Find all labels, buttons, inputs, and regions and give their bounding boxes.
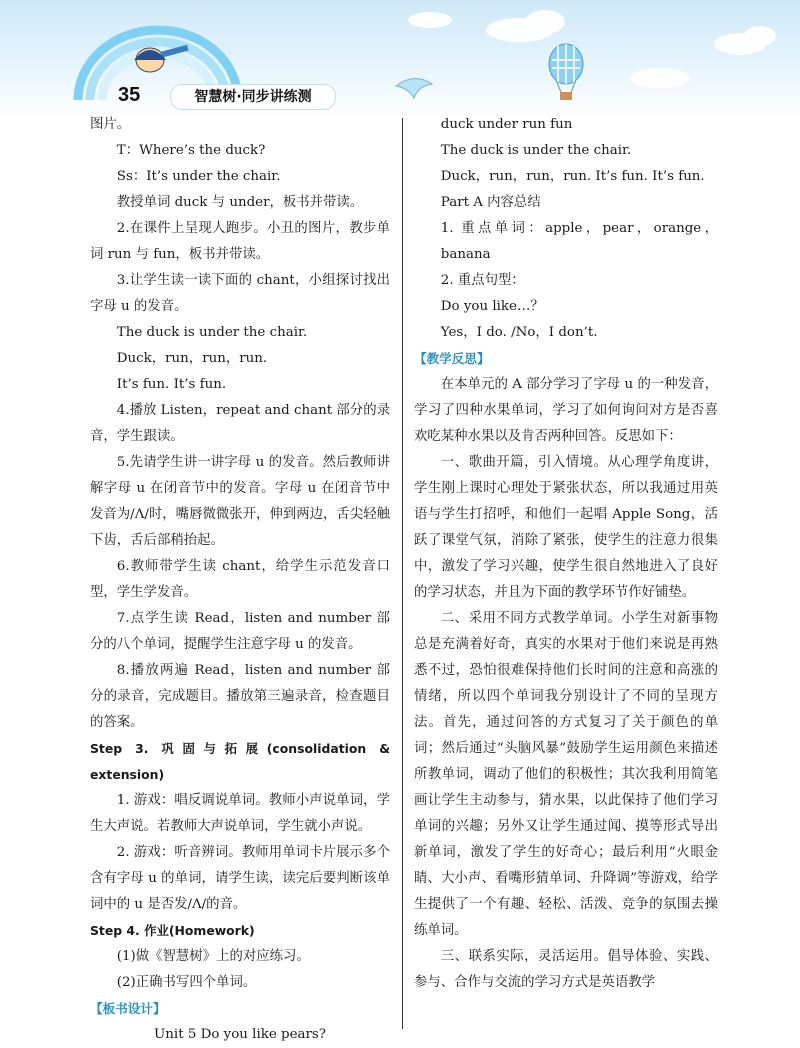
paragraph: 图片。	[90, 117, 131, 132]
left-column	[90, 112, 390, 1048]
series-title: 智慧树·同步讲练测	[170, 84, 336, 110]
paragraph: 二、采用不同方式教学单词。小学生对新事物总是充满着好奇，真实的水果对于他们来说是再熟悉不过，恐怕很难保持他们长时间的注意和高涨的情绪，所以四个单词我分别设计了不同的呈现方法。首先，通过问答的方式复习了关于颜色的单词；然后通过“头脑风暴”鼓励学生运用颜色来描述所教单词，调动了他们的积极性；其次我利用简笔画让学生主动参与，猜水果，以此保持了他们学习单词的兴趣；另外又让学生通过闻、摸等形式导出新单词，激发了学生的好奇心；最后利用“火眼金睛、大小声、看嘴形猜单词、升降调”等游戏，给学生提供了一个有趣、轻松、活泼、竞争的氛围去操练单词。	[414, 611, 718, 938]
paragraph: 7.点学生读 Read，listen and number 部分的八个单词，提醒学生注意字母 u 的发音。	[90, 611, 390, 652]
paragraph: Ss：It’s under the chair.	[116, 169, 281, 184]
paragraph: 5.先请学生讲一讲字母 u 的发音。然后教师讲解字母 u 在闭音节中的发音。字母 u 在闭音节中发音为/Λ/时，嘴唇微微张开，伸到两边，舌尖轻触下齿，舌后部稍抬起。	[90, 455, 390, 548]
right-column	[414, 112, 718, 996]
summary-line: Yes，I do. /No，I don’t.	[440, 325, 598, 340]
board-line: Duck，run，run，run. It’s fun. It’s fun.	[440, 169, 705, 184]
paragraph: (2)正确书写四个单词。	[116, 975, 257, 990]
cloud-icon	[408, 10, 776, 88]
paragraph: 2.在课件上呈现人跑步。小丑的图片，教步单词 run 与 fun，板书并带读。	[90, 221, 390, 262]
paragraph: 3.让学生读一读下面的 chant，小组探讨找出字母 u 的发音。	[90, 273, 390, 314]
board-line: duck under run fun	[440, 117, 573, 132]
paragraph: 教授单词 duck 与 under，板书并带读。	[116, 195, 364, 210]
paragraph: 1. 游戏：唱反调说单词。教师小声说单词，学生大声说。若教师大声说单词，学生就小声说。	[90, 793, 390, 834]
paragraph: 4.播放 Listen，repeat and chant 部分的录音，学生跟读。	[90, 403, 390, 444]
step-heading: Step 4. 作业(Homework)	[90, 923, 255, 938]
summary-line: 1. 重点单词：apple，pear，orange，banana	[440, 221, 718, 262]
hot-air-balloon-icon	[549, 44, 583, 100]
summary-heading: Part A 内容总结	[440, 195, 541, 210]
paragraph: 8.播放两遍 Read，listen and number 部分的录音，完成题目。播放第三遍录音，检查题目的答案。	[90, 663, 390, 730]
section-tag: 【板书设计】	[90, 1001, 166, 1016]
board-title: Unit 5 Do you like pears?	[154, 1027, 326, 1042]
column-divider	[402, 118, 403, 1029]
section-tag: 【教学反思】	[414, 351, 490, 366]
bird-icon	[396, 78, 432, 98]
summary-line: Do you like…？	[440, 299, 544, 314]
page-number: 35	[118, 84, 141, 106]
paragraph: (1)做《智慧树》上的对应练习。	[116, 949, 310, 964]
paragraph: 一、歌曲开篇，引入情境。从心理学角度讲，学生刚上课时心理处于紧张状态，所以我通过用英语与学生打招呼，和他们一起唱 Apple Song，活跃了课堂气氛，消除了紧张，使学生的注意力很集中，激发了学习兴趣，使学生很自然地进入了良好的学习状态，并且为下面的教学环节作好铺垫。	[414, 455, 718, 600]
chant-line: The duck is under the chair.	[116, 325, 308, 340]
paragraph: 三、联系实际，灵活运用。倡导体验、实践、参与、合作与交流的学习方式是英语教学	[414, 949, 718, 990]
summary-line: 2. 重点句型：	[440, 273, 525, 288]
step-heading: Step 3. 巩固与拓展(consolidation & extension)	[90, 741, 390, 782]
chant-line: Duck，run，run，run.	[116, 351, 268, 366]
chant-line: It’s fun. It’s fun.	[116, 377, 227, 392]
board-line: The duck is under the chair.	[440, 143, 632, 158]
paragraph: 在本单元的 A 部分学习了字母 u 的一种发音，学习了四种水果单词，学习了如何询问对方是否喜欢吃某种水果以及肯否两种回答。反思如下：	[414, 377, 718, 444]
paragraph: T：Where’s the duck?	[116, 143, 266, 158]
paragraph: 6.教师带学生读 chant，给学生示范发音口型，学生学发音。	[90, 559, 390, 600]
paragraph: 2. 游戏：听音辨词。教师用单词卡片展示多个含有字母 u 的单词，请学生读，读完后要判断该单词中的 u 是否发/Λ/的音。	[90, 845, 390, 912]
